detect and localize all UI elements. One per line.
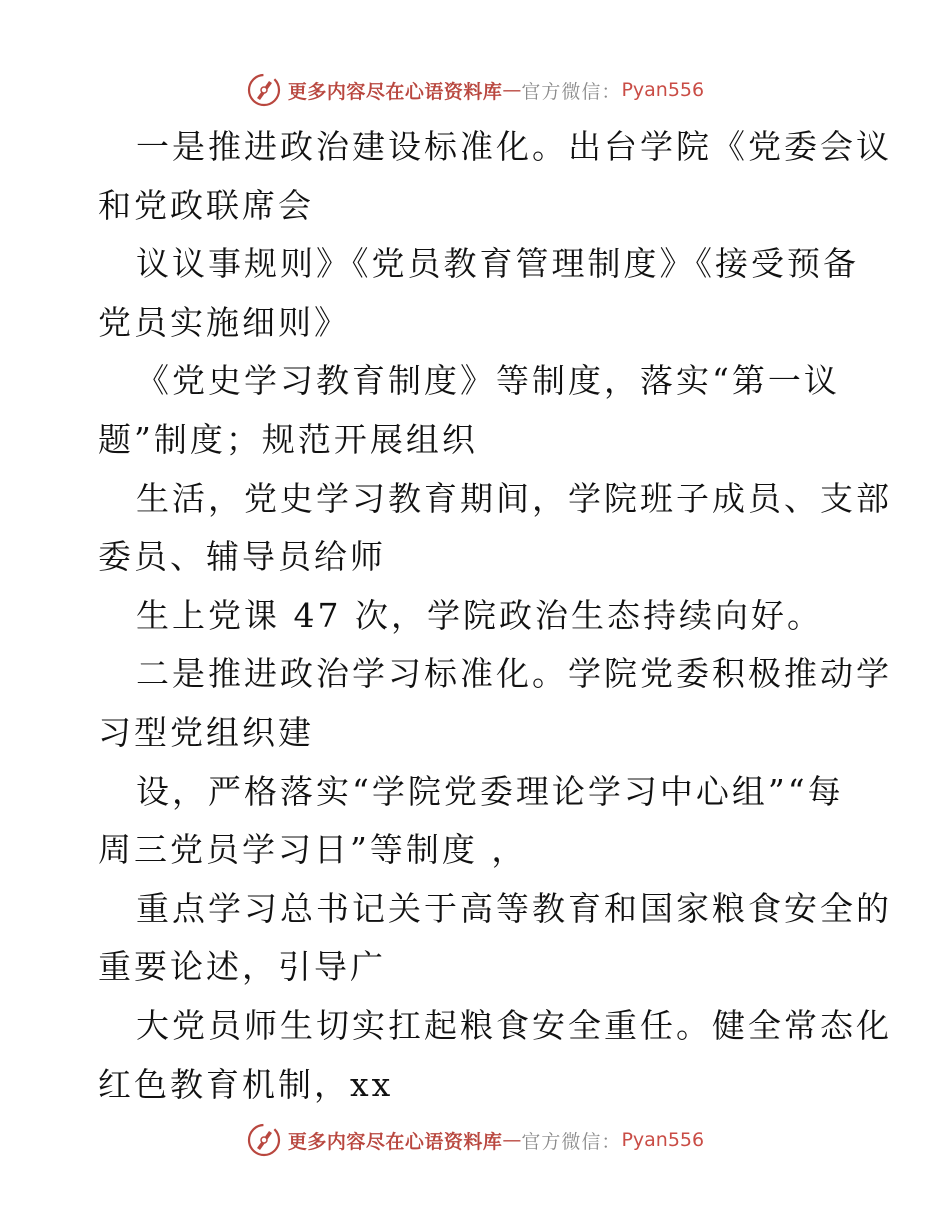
text-line: 题”制度；规范开展组织 (98, 419, 478, 459)
text-line: 习型党组织建 (98, 712, 314, 752)
text-line: 周三党员学习日”等制度 ， (98, 830, 528, 870)
footer-watermark (0, 1120, 950, 1160)
text-line: 二是推进政治学习标准化。学院党委积极推动学 (136, 654, 892, 694)
text-line: 红色教育机制，xx (98, 1064, 394, 1104)
text-line: 大党员师生切实扛起粮食安全重任。健全常态化 (136, 1005, 892, 1045)
text-line: 一是推进政治建设标准化。出台学院《党委会议 (136, 127, 892, 166)
pen-circle-logo-icon (246, 1122, 282, 1158)
text-line: 生上党课 47 次，学院政治生态持续向好。 (136, 595, 823, 635)
watermark-dash: — (502, 79, 522, 101)
text-line: 重要论述，引导广 (98, 947, 386, 987)
watermark-site-name: 更多内容尽在心语资料库 (287, 80, 503, 103)
watermark-wechat-id: Pyan556 (621, 1129, 705, 1151)
watermark-dash: — (502, 1129, 522, 1151)
pen-circle-logo-icon (246, 72, 282, 108)
text-line: 重点学习总书记关于高等教育和国家粮食安全的 (136, 888, 892, 928)
text-line: 生活，党史学习教育期间，学院班子成员、支部 (136, 478, 892, 518)
header-watermark (0, 70, 950, 110)
watermark-wechat-label: 官方微信： (521, 80, 622, 103)
text-line: 委员、辅导员给师 (98, 537, 386, 577)
text-line: 党员实施细则》 (98, 302, 350, 342)
watermark-wechat-id: Pyan556 (621, 79, 705, 101)
watermark-wechat-label: 官方微信： (521, 1130, 622, 1153)
text-line: 《党史学习教育制度》等制度，落实“第一议 (136, 361, 840, 401)
watermark-site-name: 更多内容尽在心语资料库 (287, 1130, 503, 1153)
text-line: 和党政联席会 (98, 185, 314, 225)
text-line: 设，严格落实“学院党委理论学习中心组”“每 (136, 771, 844, 811)
document-body (98, 118, 892, 1114)
text-line: 议议事规则》《党员教育管理制度》《接受预备 (136, 244, 859, 284)
